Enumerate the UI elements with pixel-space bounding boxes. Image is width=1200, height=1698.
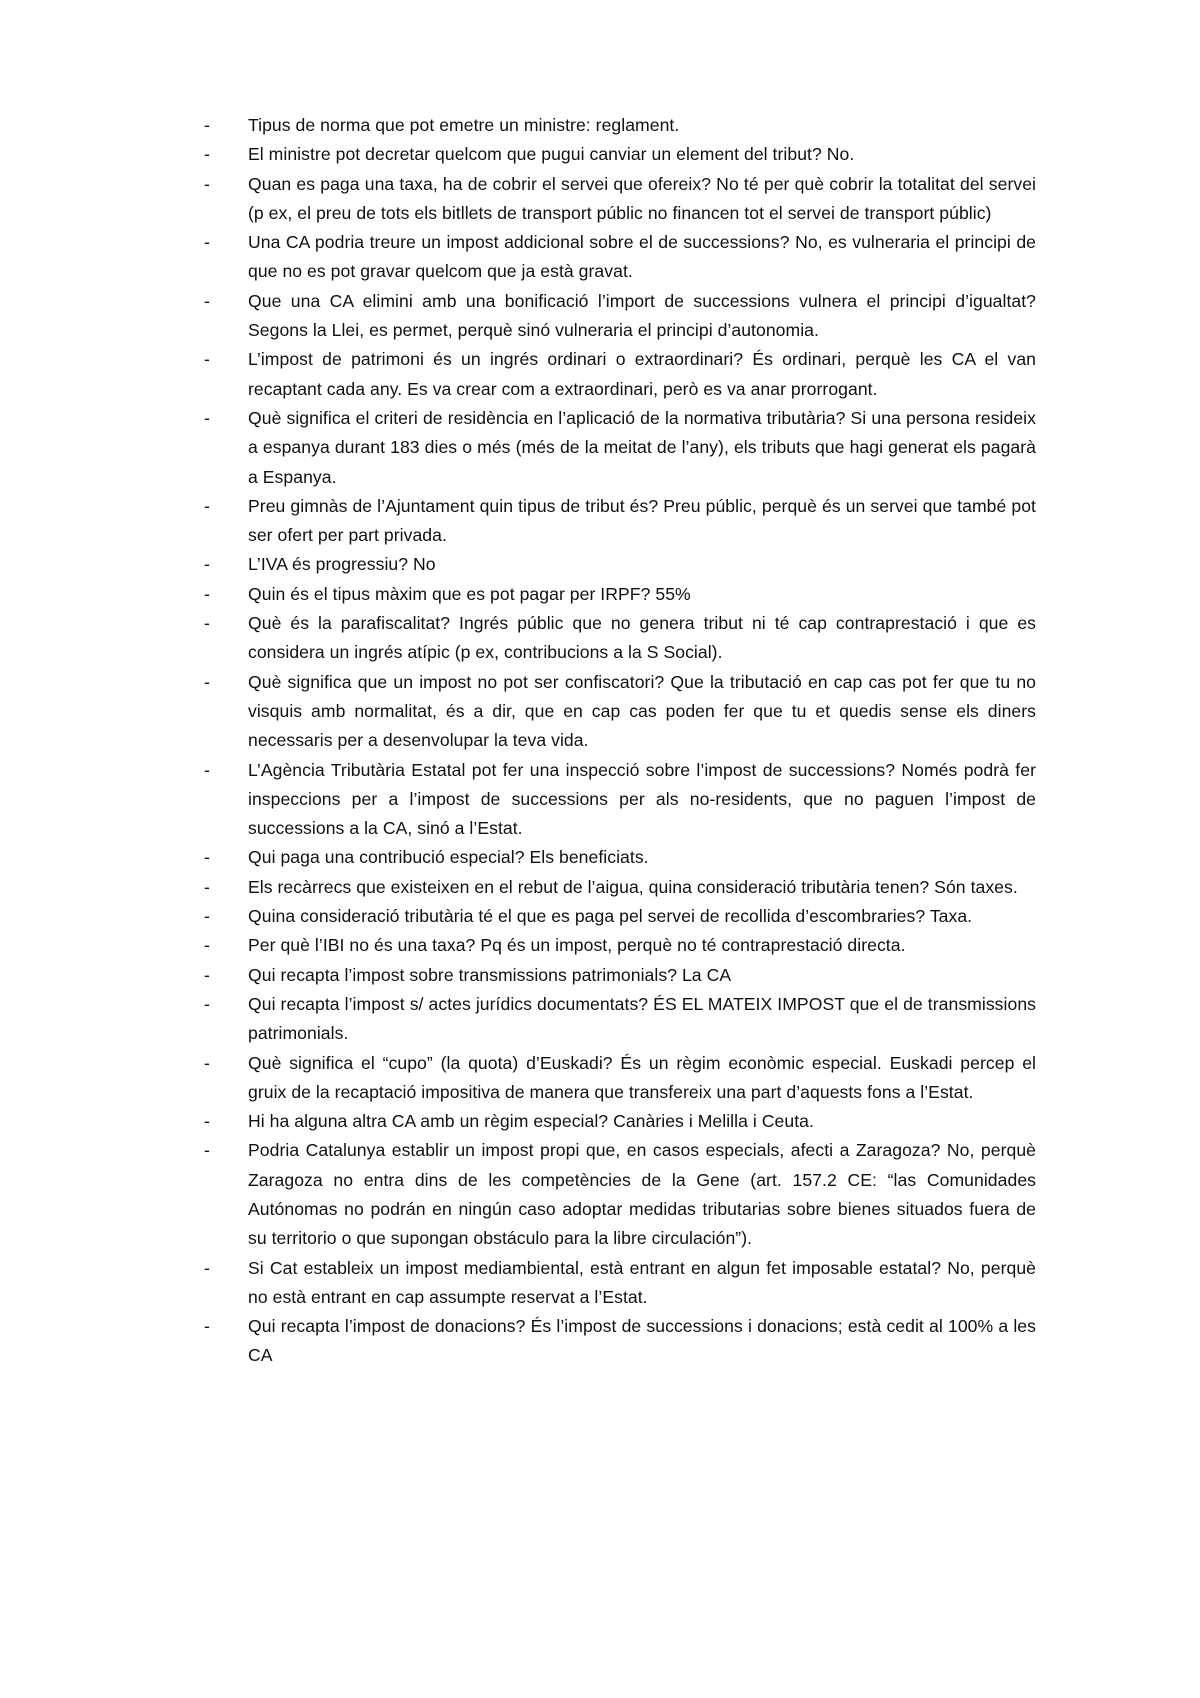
list-item — [204, 873, 1036, 902]
list-item-text: Què significa el “cupo” (la quota) d’Euskadi? És un règim econòmic especial. Euskadi percep el gruix de la recaptació impositiva de manera que transfereix una part d’aquests fons a l’Estat. — [248, 1052, 1036, 1102]
list-item — [204, 931, 1036, 960]
bullet-dash: - — [204, 1140, 210, 1161]
question-answer-list — [204, 111, 1036, 1371]
list-item — [204, 140, 1036, 169]
list-item — [204, 228, 1036, 287]
bullet-dash: - — [204, 232, 210, 253]
list-item-text: Podria Catalunya establir un impost propi que, en casos especials, afecti a Zaragoza? No, perquè Zaragoza no entra dins de les competències de la Gene (art. 157.2 CE: “las Comunidades Autónomas no podrán en ningún caso adoptar medidas tributarias sobre bienes situados fuera de su territorio o que supongan obstáculo para la libre circulación”). — [248, 1140, 1036, 1249]
list-item-text: Qui paga una contribució especial? Els beneficiats. — [248, 847, 649, 868]
list-item — [204, 580, 1036, 609]
list-item — [204, 1107, 1036, 1136]
list-item — [204, 345, 1036, 404]
list-item-text: Què significa el criteri de residència en l’aplicació de la normativa tributària? Si una persona resideix a espanya durant 183 dies o més (més de la meitat de l’any), els tributs que hagi generat els pagarà a Espanya. — [248, 407, 1036, 487]
list-item-text: Hi ha alguna altra CA amb un règim especial? Canàries i Melilla i Ceuta. — [248, 1111, 814, 1132]
list-item-text: Quina consideració tributària té el que es paga pel servei de recollida d’escombraries? Taxa. — [248, 906, 973, 927]
list-item-text: Preu gimnàs de l’Ajuntament quin tipus de tribut és? Preu públic, perquè és un servei que també pot ser ofert per part privada. — [248, 495, 1036, 546]
list-item-text: Qui recapta l’impost s/ actes jurídics documentats? ÉS EL MATEIX IMPOST que el de transmissions patrimonials. — [248, 993, 1036, 1044]
list-item-text: Per què l’IBI no és una taxa? Pq és un impost, perquè no té contraprestació directa. — [248, 935, 906, 956]
list-item-text: Quan es paga una taxa, ha de cobrir el servei que ofereix? No té per què cobrir la totalitat del servei (p ex, el preu de tots els bitllets de transport públic no financen tot el servei de transport públic) — [248, 173, 1036, 223]
list-item-text: Qui recapta l’impost de donacions? És l’impost de successions i donacions; està cedit al 100% a les CA — [248, 1316, 1036, 1366]
list-item-text: Tipus de norma que pot emetre un ministre: reglament. — [248, 115, 680, 135]
list-item — [204, 609, 1036, 668]
list-item-text: Els recàrrecs que existeixen en el rebut de l’aigua, quina consideració tributària tenen? Són taxes. — [248, 876, 1018, 897]
list-item — [204, 1254, 1036, 1313]
list-item-text: L’IVA és progressiu? No — [248, 554, 436, 575]
list-item — [204, 756, 1036, 844]
bullet-dash: - — [204, 554, 210, 575]
bullet-dash: - — [204, 144, 210, 165]
list-item — [204, 1136, 1036, 1253]
bullet-dash: - — [204, 1052, 210, 1073]
list-item-text: Qui recapta l’impost sobre transmissions patrimonials? La CA — [248, 964, 732, 985]
bullet-dash: - — [204, 1316, 210, 1337]
bullet-dash: - — [204, 115, 210, 135]
bullet-dash: - — [204, 407, 210, 428]
bullet-dash: - — [204, 906, 210, 927]
list-item — [204, 1049, 1036, 1108]
list-item — [204, 902, 1036, 931]
list-item — [204, 170, 1036, 229]
list-item — [204, 492, 1036, 551]
bullet-dash: - — [204, 935, 210, 956]
bullet-dash: - — [204, 759, 210, 780]
list-item-text: Quin és el tipus màxim que es pot pagar per IRPF? 55% — [248, 583, 691, 604]
bullet-dash: - — [204, 993, 210, 1014]
list-item — [204, 668, 1036, 756]
bullet-dash: - — [204, 1257, 210, 1278]
list-item — [204, 111, 1036, 140]
bullet-dash: - — [204, 349, 210, 370]
list-item-text: Què significa que un impost no pot ser confiscatori? Que la tributació en cap cas pot fer que tu no visquis amb normalitat, és a dir, que en cap cas poden fer que tu et quedis sense els diners necessaris per a desenvolupar la teva vida. — [248, 671, 1036, 751]
bullet-dash: - — [204, 290, 210, 311]
bullet-dash: - — [204, 495, 210, 516]
list-item-text: Què és la parafiscalitat? Ingrés públic que no genera tribut ni té cap contraprestació i que es considera un ingrés atípic (p ex, contribucions a la S Social). — [248, 613, 1036, 663]
bullet-dash: - — [204, 173, 210, 194]
list-item — [204, 404, 1036, 492]
list-item — [204, 1312, 1036, 1371]
list-item — [204, 990, 1036, 1049]
list-item — [204, 550, 1036, 579]
bullet-dash: - — [204, 876, 210, 897]
list-item-text: L’Agència Tributària Estatal pot fer una inspecció sobre l’impost de successions? Només podrà fer inspeccions per a l’impost de successions per als no-residents, que no paguen l’impost de successions a la CA, sinó a l’Estat. — [248, 759, 1036, 839]
bullet-dash: - — [204, 847, 210, 868]
bullet-dash: - — [204, 583, 210, 604]
list-item-text: L’impost de patrimoni és un ingrés ordinari o extraordinari? És ordinari, perquè les CA el van recaptant cada any. Es va crear com a extraordinari, però es va anar prorrogant. — [248, 349, 1036, 399]
list-item — [204, 961, 1036, 990]
list-item-text: El ministre pot decretar quelcom que pugui canviar un element del tribut? No. — [248, 144, 855, 165]
list-item-text: Si Cat estableix un impost mediambiental, està entrant en algun fet imposable estatal? No, perquè no està entrant en cap assumpte reservat a l’Estat. — [248, 1257, 1036, 1307]
bullet-dash: - — [204, 1111, 210, 1132]
list-item — [204, 287, 1036, 346]
list-item-text: Una CA podria treure un impost addicional sobre el de successions? No, es vulneraria el principi de que no es pot gravar quelcom que ja està gravat. — [248, 232, 1036, 282]
list-item-text: Que una CA elimini amb una bonificació l’import de successions vulnera el principi d’igualtat? Segons la Llei, es permet, perquè sinó vulneraria el principi d’autonomia. — [248, 290, 1036, 341]
bullet-dash: - — [204, 613, 210, 634]
list-item — [204, 843, 1036, 872]
bullet-dash: - — [204, 671, 210, 692]
bullet-dash: - — [204, 964, 210, 985]
